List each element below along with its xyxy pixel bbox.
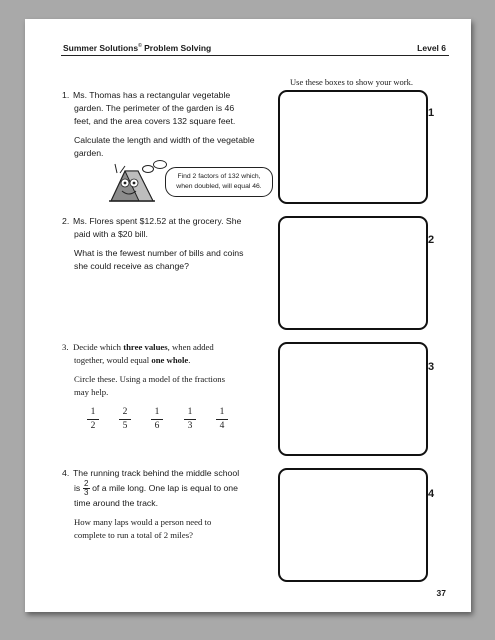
work-box-4[interactable]: [278, 468, 428, 582]
problem-number: 2.: [62, 216, 70, 226]
fraction-choice[interactable]: 1 4: [216, 407, 228, 432]
fraction-choice[interactable]: 1 6: [151, 407, 163, 432]
worksheet-page: [25, 19, 471, 612]
inline-fraction: $\frac{2}{3}$: [83, 479, 89, 497]
header-level: Level 6: [417, 43, 446, 53]
thought-bubble-dot: [153, 160, 167, 169]
work-box-number-4: 4: [428, 488, 435, 500]
page-number: 37: [436, 588, 446, 598]
work-box-2[interactable]: [278, 216, 428, 330]
fraction-choices: [87, 407, 237, 433]
problem-number: 1.: [62, 90, 70, 100]
work-box-number-1: 1: [428, 107, 435, 119]
work-box-number-2: 2: [428, 234, 435, 246]
header-divider: [61, 55, 449, 56]
problem-number: 4.: [62, 468, 70, 478]
hint-thought-bubble: Find 2 factors of 132 which, when doubled, will equal 46.: [165, 167, 273, 197]
thought-bubble-dot: [142, 165, 154, 173]
fraction-choice[interactable]: 2 5: [119, 407, 131, 432]
work-box-number-3: 3: [428, 361, 435, 373]
work-boxes-caption: Use these boxes to show your work.: [290, 77, 413, 87]
work-box-3[interactable]: [278, 342, 428, 456]
work-box-1[interactable]: [278, 90, 428, 204]
problem-2: 2. Ms. Flores spent $12.52 at the grocery. She paid with a $20 bill. What is the fewest number of bills and coins she could receive as change?: [62, 216, 244, 271]
problem-3: 3. Decide which three values, when added together, would equal one whole. Circle these. Using a model of the fractions may help.: [62, 342, 226, 397]
fraction-choice[interactable]: 1 2: [87, 407, 99, 432]
fraction-choice[interactable]: 1 3: [184, 407, 196, 432]
header-title: Summer Solutions© Problem Solving: [63, 43, 212, 53]
problem-4: 4. The running track behind the middle school is $\frac{2}{3}$ of a mile long. One lap is equal to one time around the track. How many laps would a person need to complete to run a total of 2 miles?: [62, 468, 240, 540]
problem-1: 1. Ms. Thomas has a rectangular vegetable garden. The perimeter of the garden is 46 feet, and the area covers 132 square feet. Calculate the length and width of the vegetable garden.: [62, 90, 255, 158]
problem-number: 3.: [62, 342, 69, 352]
